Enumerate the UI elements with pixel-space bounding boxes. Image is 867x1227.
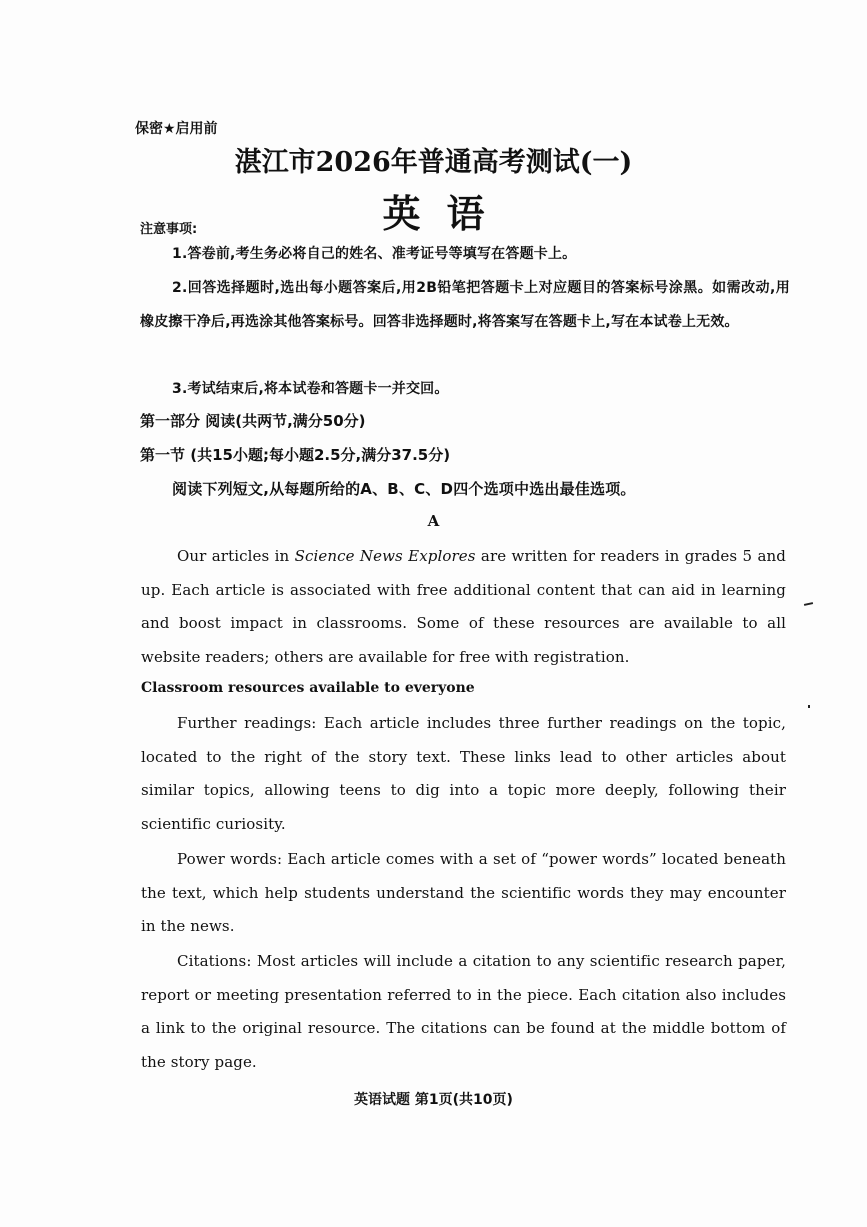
exam-title: 湛江市2026年普通高考测试(一) [234,147,633,178]
scan-speck [808,705,810,708]
page-footer: 英语试题 第1页(共10页) [354,1092,513,1108]
further-readings-paragraph: Further readings: Each article includes three further readings on the topic, located to the right of the story text. These links lead to other articles about similar topics, allowing teens to dig into a topic more deeply, following their scientific curiosity. [141,714,786,833]
subject-title: 英语 [382,192,511,236]
citations-paragraph: Citations: Most articles will include a citation to any scientific research paper, report or meeting presentation referred to in the piece. Each citation also includes a link to the original resource. The citations can be found at the middle bottom of the story page. [141,952,786,1071]
confidential-label: 保密★启用前 [135,121,218,137]
intro-text-before: Our articles in [177,547,295,565]
resources-subheading: Classroom resources available to everyone [141,680,475,696]
power-words-paragraph: Power words: Each article comes with a set of “power words” located beneath the text, which help students understand the scientific words they may encounter in the news. [141,850,786,935]
publication-name: Science News Explores [294,547,476,565]
note-item-3: 3.考试结束后,将本试卷和答题卡一并交回。 [172,381,449,397]
intro-text-after: are written for readers in grades 5 and up. Each article is associated with free additional content that can aid in learning and boost impact in classrooms. Some of these resources are available to all website readers; others are available for free with registration. [141,547,786,666]
reading-instruction: 阅读下列短文,从每题所给的A、B、C、D四个选项中选出最佳选项。 [172,480,636,498]
passage-letter: A [427,512,440,530]
passage-intro-paragraph [141,540,786,674]
note-item-1: 1.答卷前,考生务必将自己的姓名、准考证号等填写在答题卡上。 [172,246,577,262]
part-title: 第一部分 阅读(共两节,满分50分) [140,412,366,430]
notes-heading: 注意事项: [140,222,198,237]
note-item-2: 2.回答选择题时,选出每小题答案后,用2B铅笔把答题卡上对应题目的答案标号涂黑。如需改动,用橡皮擦干净后,再选涂其他答案标号。回答非选择题时,将答案写在答题卡上,写在本试卷上无效。 [140,280,790,330]
section-title: 第一节 (共15小题;每小题2.5分,满分37.5分) [140,446,451,464]
scan-speck [804,602,813,606]
